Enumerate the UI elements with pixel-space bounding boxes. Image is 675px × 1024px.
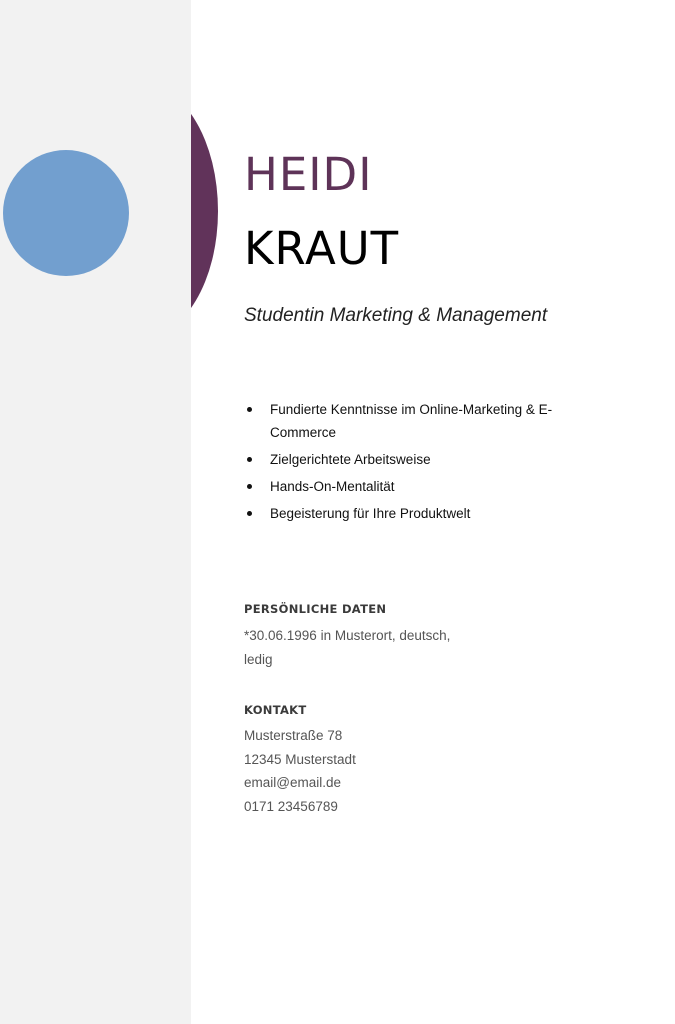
skill-text: Begeisterung für Ihre Produktwelt <box>270 506 471 521</box>
contact-heading: KONTAKT <box>244 703 307 717</box>
contact-address: Musterstraße 78 <box>244 728 343 743</box>
contact-phone: 0171 23456789 <box>244 798 338 814</box>
bullet-icon <box>247 407 252 412</box>
first-name: HEIDI <box>244 148 373 201</box>
skill-item <box>244 398 564 444</box>
skill-text: Zielgerichtete Arbeitsweise <box>270 452 431 467</box>
personal-data-block <box>244 624 484 671</box>
contact-city: 12345 Musterstadt <box>244 751 356 767</box>
personal-data-line: ledig <box>244 651 273 667</box>
skills-list <box>244 398 564 529</box>
job-title: Studentin Marketing & Management <box>244 305 548 326</box>
skill-item <box>244 448 564 471</box>
bullet-icon <box>247 457 252 462</box>
photo-placeholder <box>3 150 129 276</box>
contact-email: email@email.de <box>244 775 341 790</box>
bullet-icon <box>247 484 252 489</box>
skill-item <box>244 502 564 525</box>
skill-text: Hands-On-Mentalität <box>270 479 395 494</box>
sidebar-panel <box>0 0 191 1024</box>
contact-block <box>244 724 484 818</box>
personal-data-heading: PERSÖNLICHE DATEN <box>244 602 387 616</box>
skill-text: Fundierte Kenntnisse im Online-Marketing & E-Commerce <box>270 402 553 440</box>
bullet-icon <box>247 511 252 516</box>
last-name: KRAUT <box>244 222 400 275</box>
personal-data-line: *30.06.1996 in Musterort, deutsch, <box>244 628 451 643</box>
skill-item <box>244 475 564 498</box>
